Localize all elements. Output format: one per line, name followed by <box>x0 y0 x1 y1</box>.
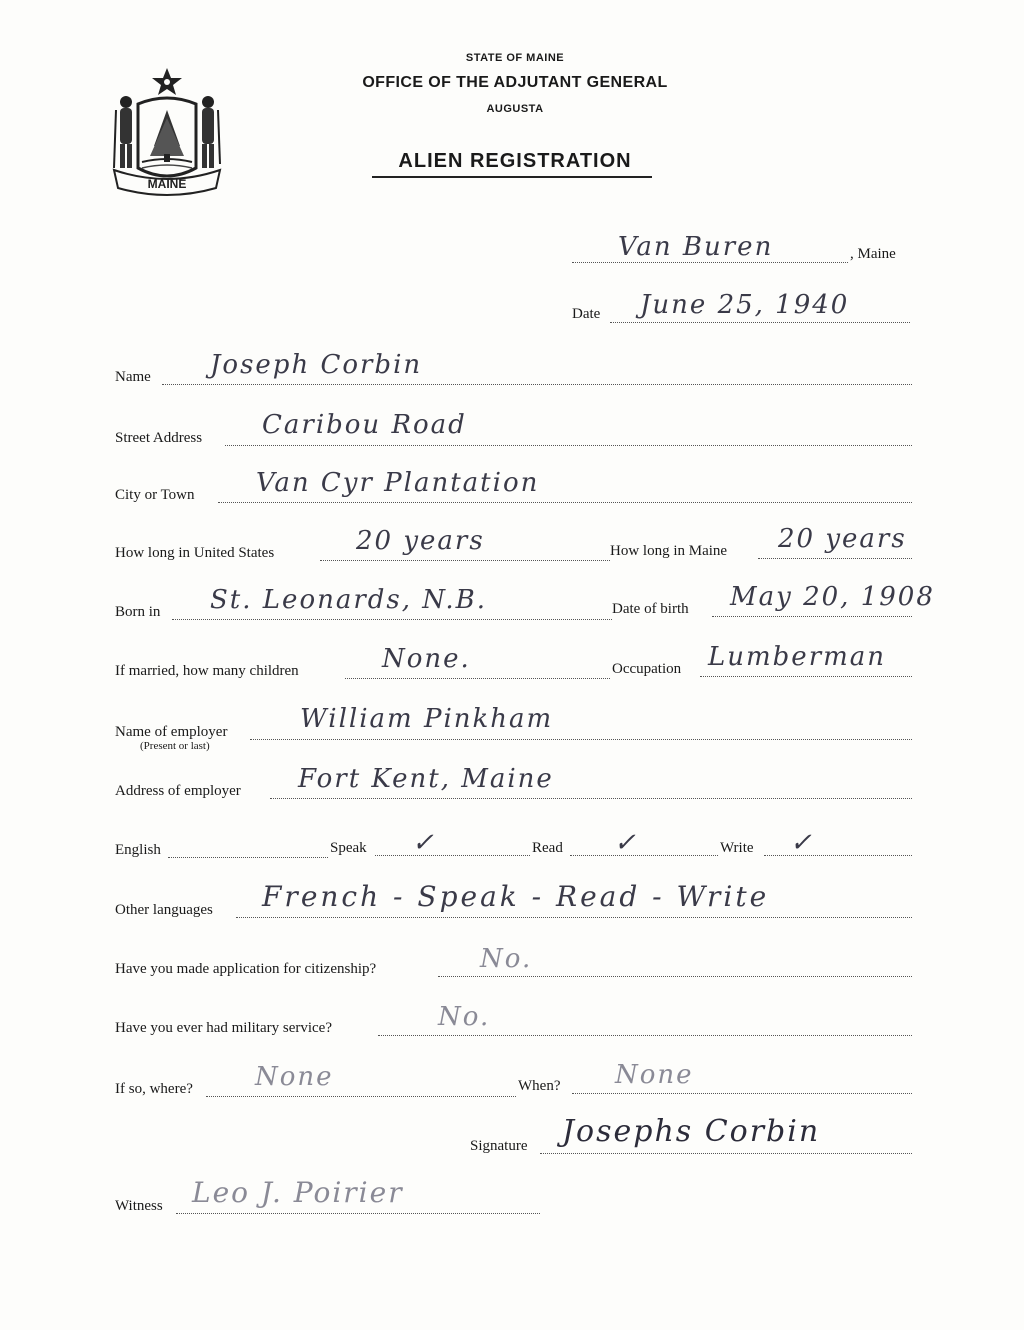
how-long-maine-label: How long in Maine <box>610 543 728 559</box>
military-service-label: Have you ever had military service? <box>115 1020 332 1036</box>
children-field-line <box>345 678 610 679</box>
citizenship-application-label: Have you made application for citizenship? <box>115 961 377 977</box>
if-so-where-label: If so, where? <box>115 1081 193 1097</box>
other-languages-field-line <box>236 917 912 918</box>
street-address-label: Street Address <box>115 430 203 446</box>
name-field-line <box>162 384 912 385</box>
how-long-maine-field-line <box>758 558 912 559</box>
city-or-town-label: City or Town <box>115 487 195 503</box>
occupation-field-line <box>700 676 912 677</box>
where-field-line <box>206 1096 516 1097</box>
born-in-value: St. Leonards, N.B. <box>210 585 488 615</box>
military-service-value: No. <box>438 1002 491 1032</box>
when-label: When? <box>518 1078 561 1094</box>
signature-field-line <box>540 1153 912 1154</box>
signature-label: Signature <box>470 1138 528 1154</box>
when-field-line <box>572 1093 912 1094</box>
born-in-field-line <box>172 619 612 620</box>
occupation-label: Occupation <box>612 661 682 677</box>
witness-field-line <box>176 1213 540 1214</box>
employer-name-value: William Pinkham <box>300 704 554 734</box>
street-address-field-line <box>225 445 912 446</box>
employer-address-value: Fort Kent, Maine <box>298 764 554 794</box>
city-or-town-field-line <box>218 502 912 503</box>
header-office: OFFICE OF THE ADJUTANT GENERAL <box>362 74 668 91</box>
maine-state-seal-icon <box>108 64 226 198</box>
read-label: Read <box>532 840 563 856</box>
city-or-town-value: Van Cyr Plantation <box>256 468 540 498</box>
date-of-birth-value: May 20, 1908 <box>730 582 935 612</box>
header-city: AUGUSTA <box>486 103 544 115</box>
employer-name-field-line <box>250 739 912 740</box>
other-languages-value: French - Speak - Read - Write <box>262 880 770 913</box>
title-underline <box>372 176 652 178</box>
english-field-line <box>168 857 328 858</box>
citizenship-application-field-line <box>438 976 912 977</box>
how-long-us-label: How long in United States <box>115 545 275 561</box>
name-label: Name <box>115 369 151 385</box>
when-value: None <box>615 1060 694 1090</box>
signature-value: Josephs Corbin <box>562 1114 821 1149</box>
header-state: STATE OF MAINE <box>465 52 565 64</box>
speak-label: Speak <box>330 840 367 856</box>
read-field-line <box>570 855 718 856</box>
military-service-field-line <box>378 1035 912 1036</box>
speak-field-line <box>375 855 530 856</box>
date-value: June 25, 1940 <box>640 290 850 320</box>
witness-label: Witness <box>115 1198 163 1214</box>
employer-name-note: (Present or last) <box>140 740 210 752</box>
how-long-us-field-line <box>320 560 610 561</box>
date-of-birth-field-line <box>712 616 912 617</box>
occupation-value: Lumberman <box>708 642 887 672</box>
maine-suffix-label: , Maine <box>850 246 896 262</box>
employer-name-label: Name of employer <box>115 724 228 740</box>
speak-value: ✓ <box>412 828 436 858</box>
employer-address-label: Address of employer <box>115 783 241 799</box>
how-long-us-value: 20 years <box>356 526 485 556</box>
employer-address-field-line <box>270 798 912 799</box>
witness-value: Leo J. Poirier <box>192 1176 404 1209</box>
date-label: Date <box>572 306 601 322</box>
date-field-line <box>610 322 910 323</box>
citizenship-application-value: No. <box>480 944 533 974</box>
town-value: Van Buren <box>618 232 774 262</box>
write-field-line <box>764 855 912 856</box>
where-value: None <box>255 1062 334 1092</box>
name-value: Joseph Corbin <box>210 350 423 380</box>
form-title: ALIEN REGISTRATION <box>398 150 632 172</box>
write-label: Write <box>720 840 754 856</box>
read-value: ✓ <box>614 828 638 858</box>
other-languages-label: Other languages <box>115 902 213 918</box>
children-label: If married, how many children <box>115 663 299 679</box>
how-long-maine-value: 20 years <box>778 524 907 554</box>
born-in-label: Born in <box>115 604 161 620</box>
town-field-line <box>572 262 848 263</box>
write-value: ✓ <box>790 828 814 858</box>
children-value: None. <box>382 644 471 674</box>
street-address-value: Caribou Road <box>262 410 467 440</box>
seal-banner-text: MAINE <box>147 177 187 191</box>
english-label: English <box>115 842 161 858</box>
date-of-birth-label: Date of birth <box>612 601 689 617</box>
